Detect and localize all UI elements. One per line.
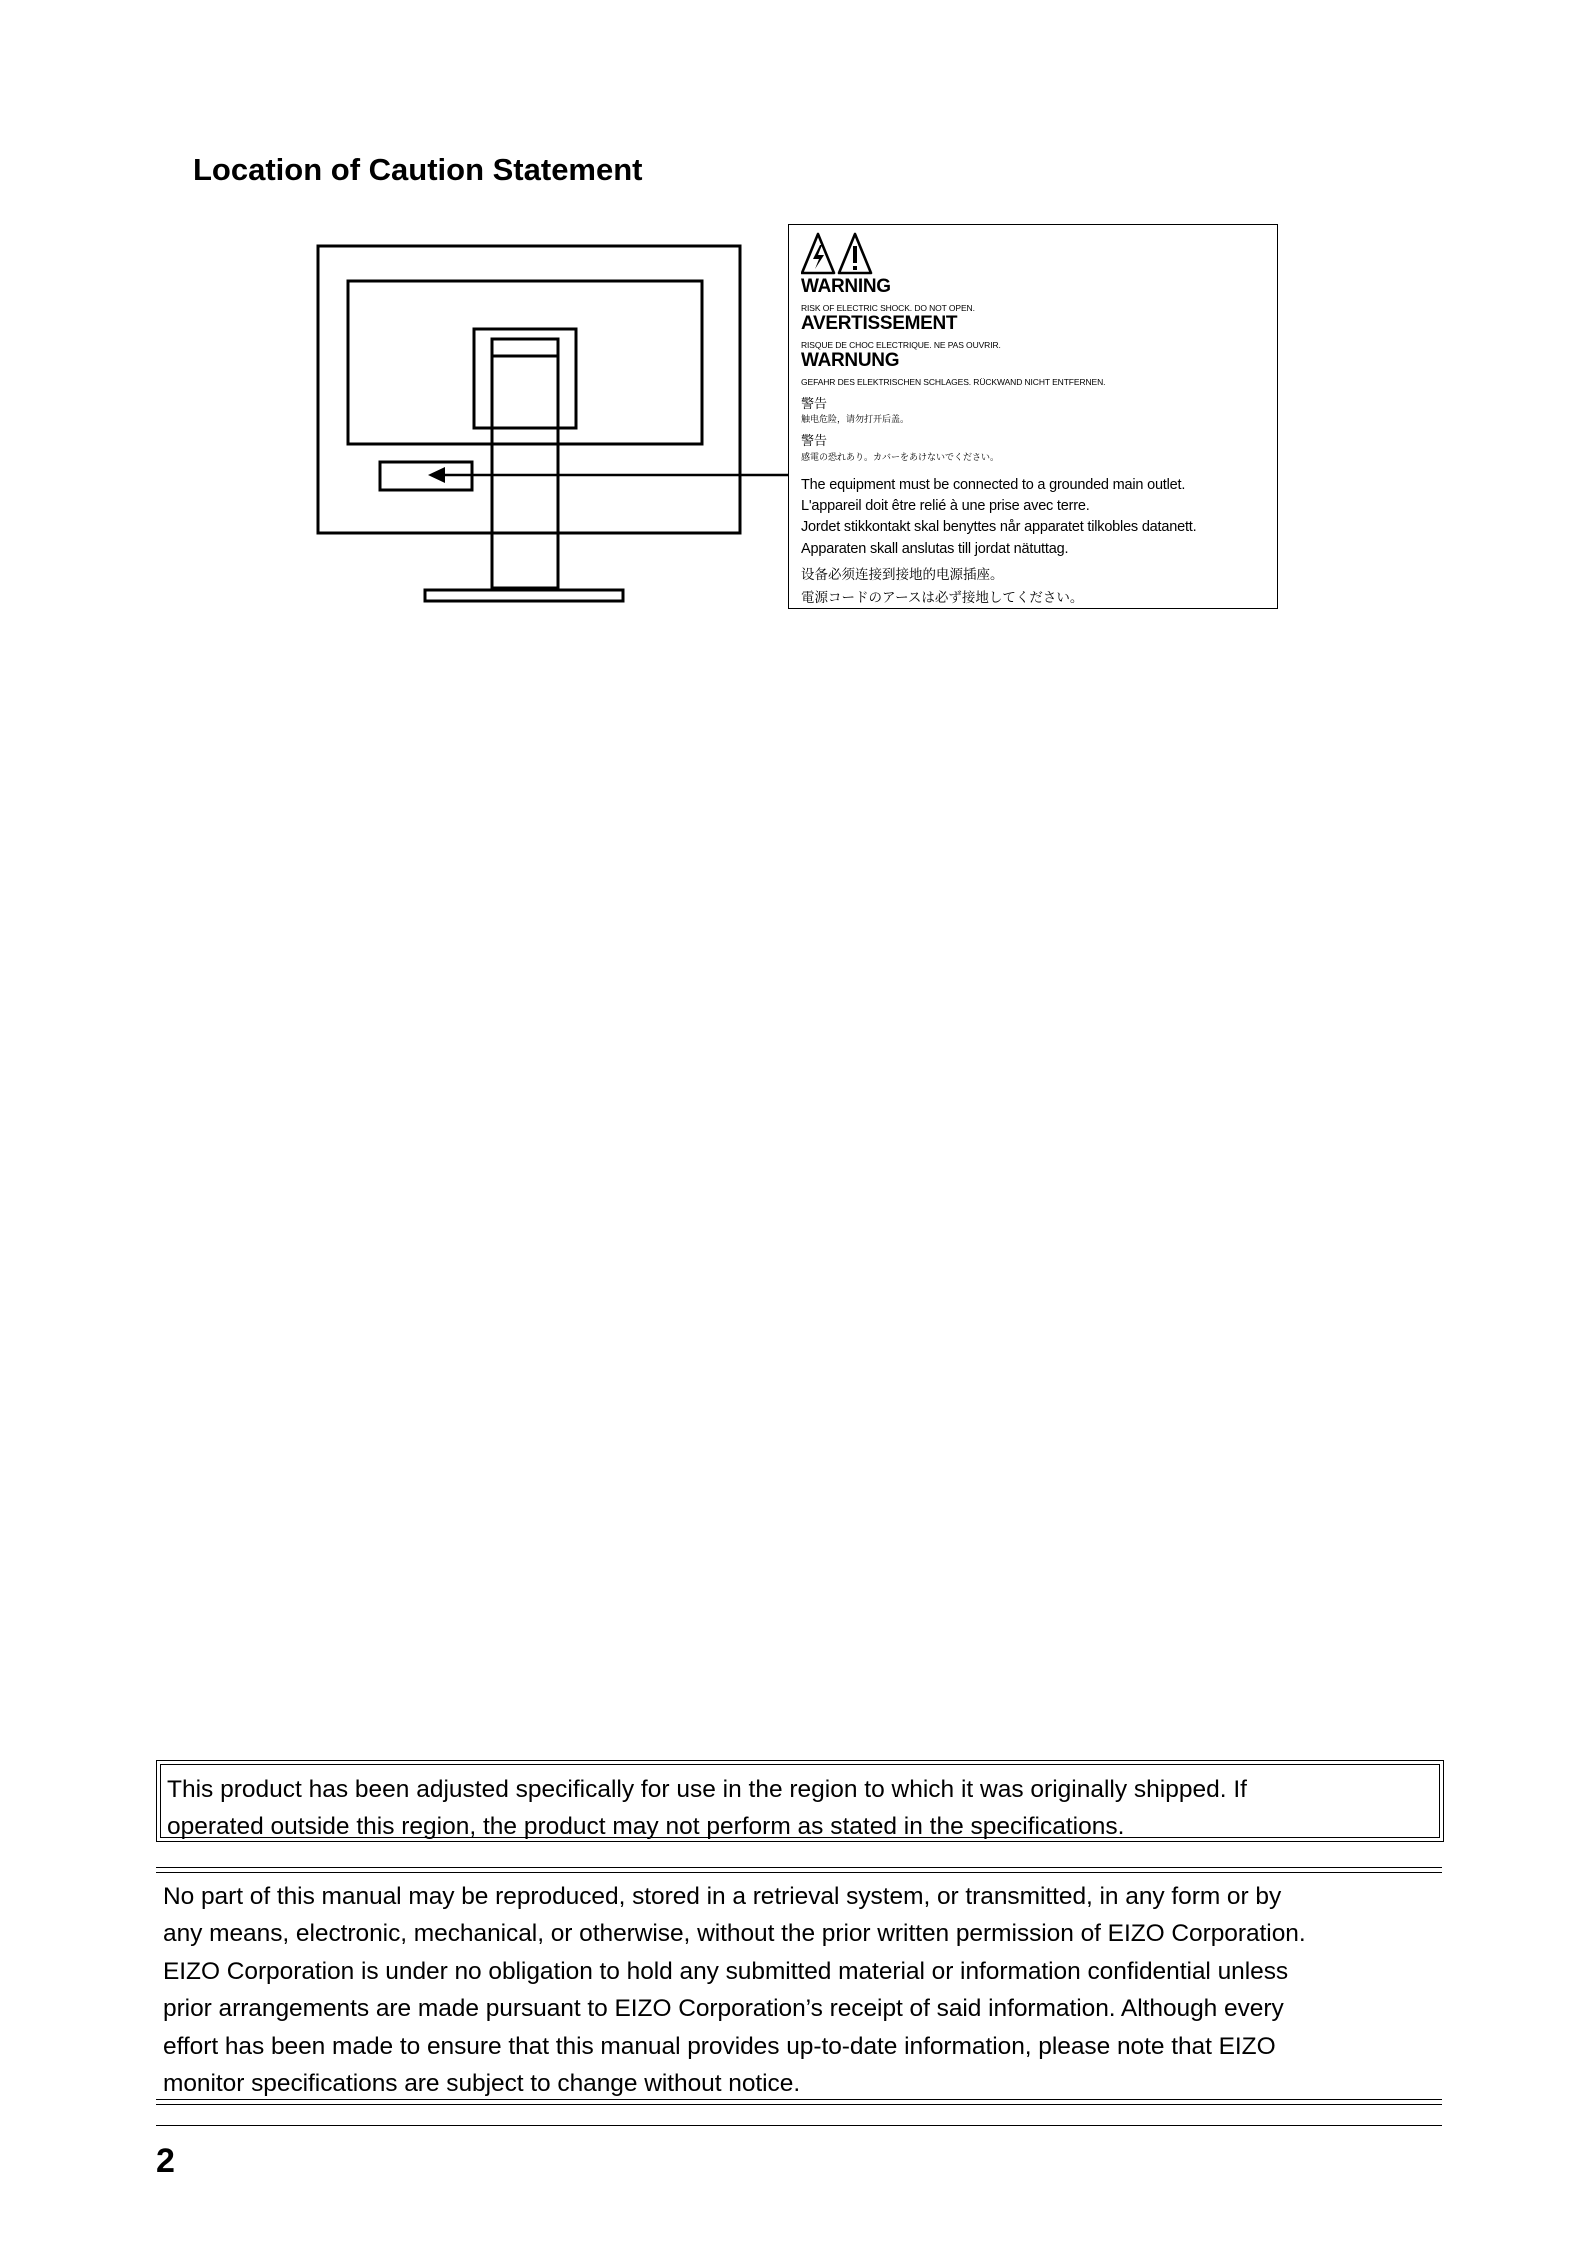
- exclamation-warning-icon: [839, 234, 871, 273]
- section-title: Location of Caution Statement: [193, 152, 643, 187]
- warning-subtext: RISK OF ELECTRIC SHOCK. DO NOT OPEN.: [801, 303, 975, 313]
- bottom-rule: [156, 2104, 1442, 2105]
- hazard-icons: [801, 231, 873, 277]
- region-notice-line: operated outside this region, the product may not perform as stated in the specifications.: [167, 1813, 1125, 1840]
- grounding-line-fr: L'appareil doit être relié à une prise avec terre.: [801, 498, 1090, 514]
- footer-rule: [156, 2125, 1442, 2126]
- grounding-line-en: The equipment must be connected to a grounded main outlet.: [801, 477, 1186, 493]
- stand-base: [425, 590, 623, 601]
- zh-warning-subtext: 触电危险，请勿打开后盖。: [801, 415, 910, 425]
- grounding-line-zh: 设备必须连接到接地的电源插座。: [801, 567, 1004, 583]
- arrow-head-icon: [428, 467, 445, 483]
- grounding-line-ja: 電源コードのアースは必ず接地してください。: [801, 590, 1084, 606]
- stand-column: [492, 356, 558, 588]
- grounding-line-no: Jordet stikkontakt skal benyttes når apparatet tilkobles datanett.: [801, 519, 1197, 535]
- copyright-line: No part of this manual may be reproduced, stored in a retrieval system, or transmitted, in any form or by: [163, 1883, 1282, 1910]
- grounding-line-sv: Apparaten skall anslutas till jordat nätuttag.: [801, 541, 1069, 557]
- stand-mount: [474, 329, 576, 428]
- region-notice-box: [156, 1760, 1444, 1842]
- electric-shock-warning-icon: [802, 234, 834, 273]
- fr-warning-subtext: RISQUE DE CHOC ELECTRIQUE. NE PAS OUVRIR.: [801, 340, 1001, 350]
- copyright-notice: [163, 1878, 1453, 2102]
- copyright-line: monitor specifications are subject to change without notice.: [163, 2070, 801, 2098]
- zh-warning-heading: 警告: [801, 397, 828, 412]
- top-rule: [156, 1867, 1442, 1868]
- top-rule: [156, 1872, 1442, 1873]
- copyright-line: effort has been made to ensure that this manual provides up-to-date information, please note that EIZO: [163, 2032, 1276, 2060]
- copyright-line: EIZO Corporation is under no obligation to hold any submitted material or information confidential unless: [163, 1957, 1289, 1985]
- monitor-panel: [348, 281, 702, 444]
- ja-warning-heading: 警告: [801, 434, 828, 449]
- de-warning-heading: WARNUNG: [801, 350, 900, 371]
- bottom-rule: [156, 2099, 1442, 2100]
- copyright-line: prior arrangements are made pursuant to EIZO Corporation’s receipt of said information. Although every: [163, 1995, 1284, 2023]
- region-notice-line: This product has been adjusted specifically for use in the region to which it was originally shipped. If: [167, 1776, 1247, 1803]
- stand-mount-inner: [492, 339, 558, 356]
- page-number: 2: [156, 2142, 175, 2180]
- warning-heading: WARNING: [801, 276, 891, 297]
- de-warning-subtext: GEFAHR DES ELEKTRISCHEN SCHLAGES. RÜCKWAND NICHT ENTFERNEN.: [801, 377, 1106, 387]
- ja-warning-subtext: 感電の恐れあり。カバーをあけないでください。: [801, 453, 1000, 463]
- monitor-rear-diagram: [310, 235, 790, 610]
- fr-warning-heading: AVERTISSEMENT: [801, 313, 958, 334]
- caution-statement-label: [788, 224, 1278, 609]
- copyright-line: any means, electronic, mechanical, or otherwise, without the prior written permission of EIZO Corporation.: [163, 1920, 1306, 1948]
